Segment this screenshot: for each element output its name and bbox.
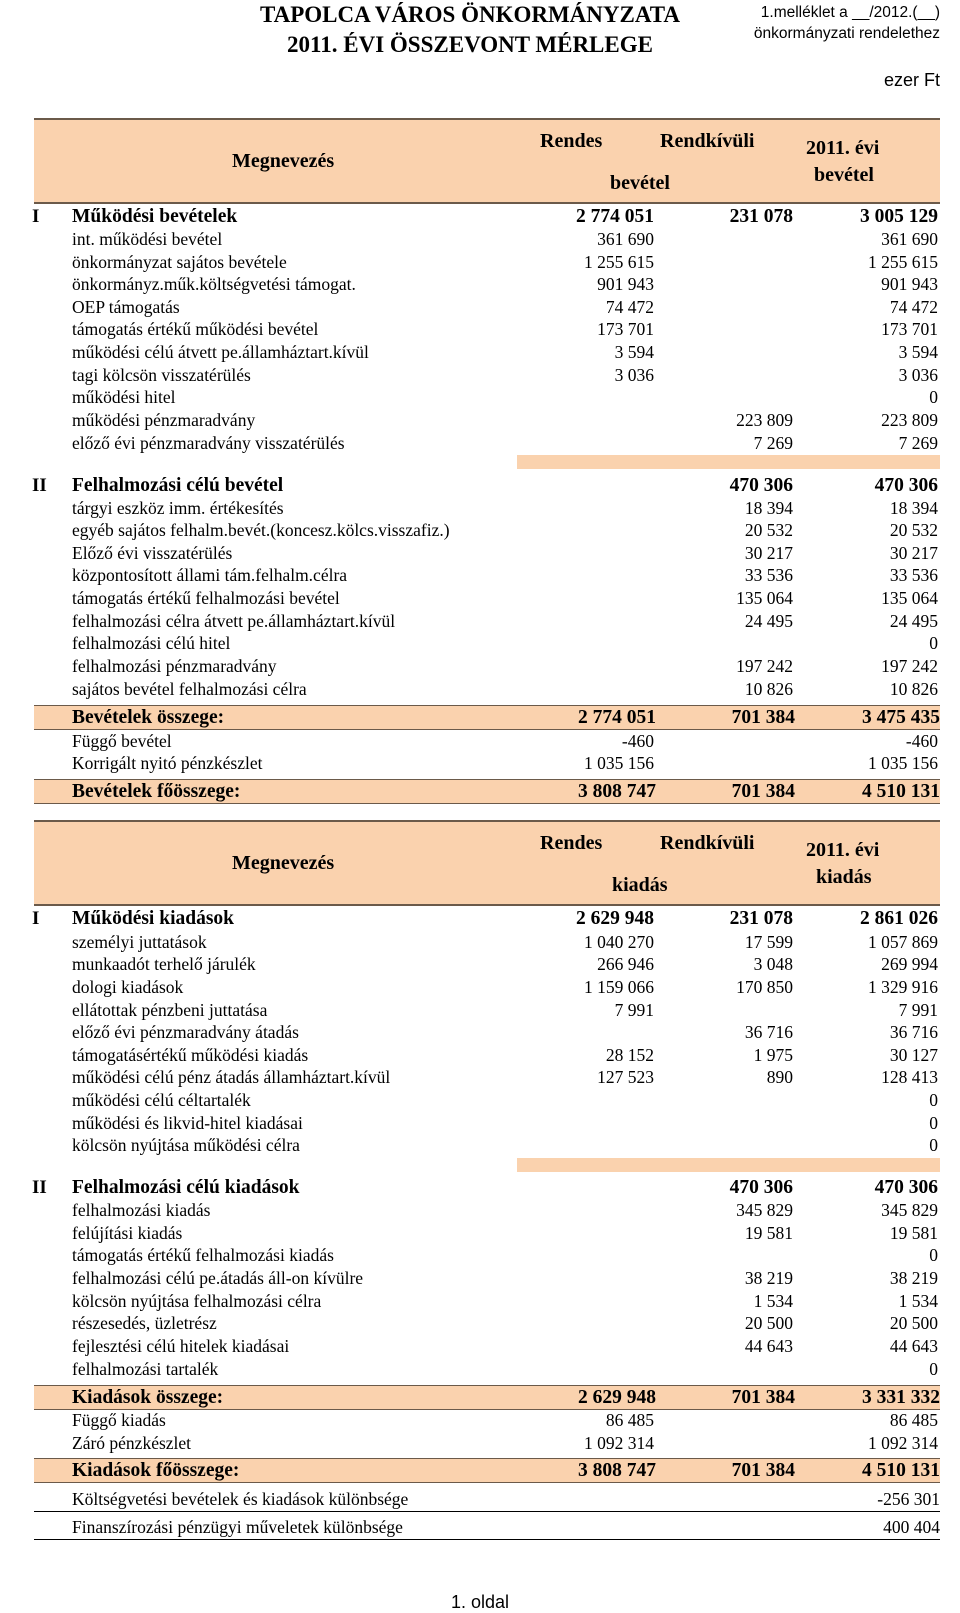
extra-value: 3 048: [753, 954, 793, 974]
row-label: int. működési bevétel: [72, 229, 223, 249]
total-value: 0: [929, 387, 938, 407]
row-label: munkaadót terhelő járulék: [72, 954, 256, 974]
regular-value: 361 690: [597, 229, 654, 249]
extra-value: 701 384: [731, 1460, 795, 1481]
total-value: 30 217: [889, 543, 938, 563]
total-value: 0: [929, 1135, 938, 1155]
extra-value: 30 217: [744, 543, 793, 563]
row-label: tárgyi eszköz imm. értékesítés: [72, 498, 284, 518]
row-label: felhalmozási kiadás: [72, 1200, 211, 1220]
regular-value: 127 523: [597, 1067, 654, 1087]
extra-value: 231 078: [729, 908, 793, 929]
row-number: II: [32, 1177, 47, 1198]
row-label: központosított állami tám.felhalm.célra: [72, 565, 348, 585]
row-label: működési pénzmaradvány: [72, 410, 256, 430]
row-label: támogatás értékű felhalmozási bevétel: [72, 588, 340, 608]
row-label: támogatás értékű felhalmozási kiadás: [72, 1245, 334, 1265]
table-row: [0, 610, 960, 633]
row-label: működési célú céltartalék: [72, 1090, 251, 1110]
extra-value: 231 078: [729, 206, 793, 227]
unit-label: ezer Ft: [883, 70, 940, 90]
section-row: [0, 474, 960, 497]
total-value: 18 394: [889, 498, 938, 518]
total-value: 1 057 869: [868, 932, 938, 952]
total-value: 173 701: [881, 319, 938, 339]
header-sub-column: kiadás: [612, 874, 668, 896]
table-row: [0, 678, 960, 701]
row-label: felhalmozási tartalék: [72, 1359, 219, 1379]
table-row: [0, 752, 960, 775]
row-label: Záró pénzkészlet: [72, 1433, 192, 1453]
total-value: 361 690: [881, 229, 938, 249]
regular-value: 901 943: [597, 274, 654, 294]
row-label: felhalmozási pénzmaradvány: [72, 656, 277, 676]
total-value: 0: [929, 1113, 938, 1133]
total-value: 7 269: [898, 433, 938, 453]
total-value: 3 036: [898, 365, 938, 385]
regular-value: 74 472: [605, 297, 654, 317]
total-value: 7 991: [898, 1000, 938, 1020]
table-row: [0, 1089, 960, 1112]
extra-value: 36 716: [744, 1022, 793, 1042]
header-sub-column: bevétel: [610, 172, 670, 194]
table-row: [0, 1358, 960, 1381]
section-row: [0, 1176, 960, 1199]
total-value: 3 331 332: [862, 1387, 940, 1408]
total-value: 20 532: [889, 520, 938, 540]
total-value: -460: [905, 731, 938, 751]
total-value: 135 064: [881, 588, 938, 608]
regular-value: 28 152: [605, 1045, 654, 1065]
table-row: [0, 432, 960, 455]
summary-row: [34, 779, 940, 804]
table-row: [0, 953, 960, 976]
total-value: 3 594: [898, 342, 938, 362]
row-label: dologi kiadások: [72, 977, 184, 997]
table-row: [0, 632, 960, 655]
extra-value: 38 219: [744, 1268, 793, 1288]
total-value: 33 536: [889, 565, 938, 585]
extra-value: 18 394: [744, 498, 793, 518]
row-label: támogatásértékű működési kiadás: [72, 1045, 309, 1065]
total-value: 4 510 131: [862, 781, 940, 802]
regular-value: 2 774 051: [578, 707, 656, 728]
header-extra-column: Rendkívüli: [660, 832, 755, 854]
header-total-column-line2: kiadás: [816, 866, 872, 888]
table-row: [0, 341, 960, 364]
row-label: önkormányzat sajátos bevétele: [72, 252, 287, 272]
extra-value: 1 975: [753, 1045, 793, 1065]
extra-value: 701 384: [731, 781, 795, 802]
row-label: Felhalmozási célú bevétel: [72, 475, 284, 496]
table-row: [0, 497, 960, 520]
extra-value: 170 850: [736, 977, 793, 997]
document-title-line1: TAPOLCA VÁROS ÖNKORMÁNYZATA: [260, 2, 680, 27]
total-value: 3 005 129: [860, 206, 938, 227]
row-label: Kiadások összege:: [72, 1387, 224, 1408]
section-row: [0, 205, 960, 228]
extra-value: 701 384: [731, 1387, 795, 1408]
extra-value: 345 829: [736, 1200, 793, 1220]
regular-value: 266 946: [597, 954, 654, 974]
table-row: [0, 364, 960, 387]
table-row: [0, 999, 960, 1022]
table-row: [0, 1312, 960, 1335]
extra-value: 470 306: [729, 475, 793, 496]
total-value: 2 861 026: [860, 908, 938, 929]
table-row: [0, 1134, 960, 1157]
table-row: [0, 409, 960, 432]
extra-value: 470 306: [729, 1177, 793, 1198]
row-label: előző évi pénzmaradvány átadás: [72, 1022, 299, 1042]
total-value: 10 826: [889, 679, 938, 699]
row-label: Előző évi visszatérülés: [72, 543, 233, 563]
total-value: 345 829: [881, 1200, 938, 1220]
table-row: [0, 1222, 960, 1245]
row-label: OEP támogatás: [72, 297, 180, 317]
total-value: 1 329 916: [868, 977, 938, 997]
row-label: működési célú pénz átadás államháztart.kívül: [72, 1067, 391, 1087]
total-value: 38 219: [889, 1268, 938, 1288]
extra-value: 17 599: [744, 932, 793, 952]
regular-value: -460: [621, 731, 654, 751]
regular-value: 7 991: [614, 1000, 654, 1020]
table-row: [0, 1112, 960, 1135]
extra-value: 44 643: [744, 1336, 793, 1356]
annex-reference-subtitle: önkormányzati rendelethez: [753, 25, 940, 42]
summary-row: [34, 1458, 940, 1483]
table-row: [0, 296, 960, 319]
total-value: 1 255 615: [868, 252, 938, 272]
row-label: tagi kölcsön visszatérülés: [72, 365, 251, 385]
table-row: [0, 931, 960, 954]
row-label: működési hitel: [72, 387, 176, 407]
table-row: [0, 318, 960, 341]
total-value: 86 485: [889, 1410, 938, 1430]
row-number: I: [32, 206, 40, 227]
table-row: [0, 587, 960, 610]
regular-value: 2 629 948: [578, 1387, 656, 1408]
table-row: [0, 976, 960, 999]
extra-value: 1 534: [753, 1291, 793, 1311]
regular-value: 3 808 747: [578, 781, 656, 802]
row-label: Működési kiadások: [72, 908, 235, 929]
table-row: [0, 1066, 960, 1089]
extra-value: 197 242: [736, 656, 793, 676]
difference-label: Költségvetési bevételek és kiadások különbsége: [72, 1489, 409, 1509]
extra-value: 701 384: [731, 707, 795, 728]
table-row: [0, 1335, 960, 1358]
section-separator-strip: [517, 1158, 940, 1172]
difference-label: Finanszírozási pénzügyi műveletek különbsége: [72, 1517, 403, 1537]
document-title-line2: 2011. ÉVI ÖSSZEVONT MÉRLEGE: [287, 32, 653, 57]
row-label: Működési bevételek: [72, 206, 238, 227]
header-total-column-line1: 2011. évi: [806, 839, 880, 861]
row-label: Bevételek összege:: [72, 707, 225, 728]
row-label: felújítási kiadás: [72, 1223, 183, 1243]
total-value: 4 510 131: [862, 1460, 940, 1481]
total-value: 74 472: [889, 297, 938, 317]
header-total-column-line2: bevétel: [814, 164, 874, 186]
regular-value: 1 255 615: [584, 252, 654, 272]
table-row: [0, 1244, 960, 1267]
extra-value: 223 809: [736, 410, 793, 430]
row-label: fejlesztési célú hitelek kiadásai: [72, 1336, 290, 1356]
row-label: működési és likvid-hitel kiadásai: [72, 1113, 303, 1133]
table-row: [0, 1432, 960, 1455]
row-label: Kiadások főösszege:: [72, 1460, 240, 1481]
row-label: felhalmozási célú hitel: [72, 633, 231, 653]
section-row: [0, 907, 960, 930]
table-row: [0, 655, 960, 678]
total-value: 223 809: [881, 410, 938, 430]
total-value: 0: [929, 1090, 938, 1110]
expense-table-header: [34, 820, 940, 906]
row-label: Bevételek főösszege:: [72, 781, 241, 802]
annex-reference: 1.melléklet a __/2012.(__): [760, 4, 940, 21]
section-separator-strip: [517, 455, 940, 469]
row-label: felhalmozási célú pe.átadás áll-on kívülre: [72, 1268, 364, 1288]
header-name-column: Megnevezés: [232, 150, 335, 172]
row-label: önkormányz.műk.költségvetési támogat.: [72, 274, 356, 294]
total-value: 24 495: [889, 611, 938, 631]
row-label: felhalmozási célra átvett pe.államháztart.kívül: [72, 611, 396, 631]
total-value: 1 035 156: [868, 753, 938, 773]
table-row: [0, 564, 960, 587]
table-row: [0, 228, 960, 251]
difference-row: [34, 1516, 940, 1540]
row-label: kölcsön nyújtása működési célra: [72, 1135, 300, 1155]
extra-value: 890: [766, 1067, 793, 1087]
summary-row: [34, 705, 940, 730]
row-label: részesedés, üzletrész: [72, 1313, 217, 1333]
regular-value: 3 808 747: [578, 1460, 656, 1481]
page-number: 1. oldal: [450, 1592, 510, 1612]
row-label: előző évi pénzmaradvány visszatérülés: [72, 433, 345, 453]
regular-value: 2 629 948: [576, 908, 654, 929]
header-total-column-line1: 2011. évi: [806, 137, 880, 159]
regular-value: 86 485: [605, 1410, 654, 1430]
row-label: személyi juttatások: [72, 932, 207, 952]
row-label: Függő kiadás: [72, 1410, 166, 1430]
total-value: 470 306: [874, 475, 938, 496]
extra-value: 10 826: [744, 679, 793, 699]
total-value: 3 475 435: [862, 707, 940, 728]
total-value: 128 413: [881, 1067, 938, 1087]
row-label: sajátos bevétel felhalmozási célra: [72, 679, 307, 699]
extra-value: 33 536: [744, 565, 793, 585]
extra-value: 20 500: [744, 1313, 793, 1333]
table-row: [0, 1199, 960, 1222]
table-row: [0, 1409, 960, 1432]
header-regular-column: Rendes: [540, 832, 603, 854]
header-regular-column: Rendes: [540, 130, 603, 152]
table-row: [0, 386, 960, 409]
row-label: Felhalmozási célú kiadások: [72, 1177, 300, 1198]
difference-total: 400 404: [883, 1517, 940, 1537]
regular-value: 2 774 051: [576, 206, 654, 227]
row-number: I: [32, 908, 40, 929]
row-label: Korrigált nyitó pénzkészlet: [72, 753, 263, 773]
extra-value: 7 269: [753, 433, 793, 453]
total-value: 1 534: [898, 1291, 938, 1311]
total-value: 470 306: [874, 1177, 938, 1198]
total-value: 19 581: [889, 1223, 938, 1243]
table-row: [0, 519, 960, 542]
summary-row: [34, 1385, 940, 1410]
extra-value: 135 064: [736, 588, 793, 608]
regular-value: 1 040 270: [584, 932, 654, 952]
extra-value: 24 495: [744, 611, 793, 631]
revenue-table-header: [34, 118, 940, 204]
header-name-column: Megnevezés: [232, 852, 335, 874]
table-row: [0, 1267, 960, 1290]
row-label: Függő bevétel: [72, 731, 172, 751]
total-value: 0: [929, 633, 938, 653]
table-row: [0, 1290, 960, 1313]
regular-value: 1 159 066: [584, 977, 654, 997]
table-row: [0, 273, 960, 296]
total-value: 901 943: [881, 274, 938, 294]
row-label: ellátottak pénzbeni juttatása: [72, 1000, 268, 1020]
regular-value: 3 036: [614, 365, 654, 385]
regular-value: 173 701: [597, 319, 654, 339]
total-value: 0: [929, 1359, 938, 1379]
extra-value: 20 532: [744, 520, 793, 540]
difference-total: -256 301: [877, 1489, 940, 1509]
row-label: egyéb sajátos felhalm.bevét.(koncesz.kölcs.visszafiz.): [72, 520, 450, 540]
total-value: 20 500: [889, 1313, 938, 1333]
table-row: [0, 1044, 960, 1067]
regular-value: 1 092 314: [584, 1433, 654, 1453]
total-value: 197 242: [881, 656, 938, 676]
total-value: 44 643: [889, 1336, 938, 1356]
row-label: működési célú átvett pe.államháztart.kívül: [72, 342, 369, 362]
row-number: II: [32, 475, 47, 496]
row-label: kölcsön nyújtása felhalmozási célra: [72, 1291, 322, 1311]
total-value: 36 716: [889, 1022, 938, 1042]
header-extra-column: Rendkívüli: [660, 130, 755, 152]
regular-value: 1 035 156: [584, 753, 654, 773]
table-row: [0, 730, 960, 753]
total-value: 1 092 314: [868, 1433, 938, 1453]
table-row: [0, 1021, 960, 1044]
table-row: [0, 542, 960, 565]
table-row: [0, 251, 960, 274]
row-label: támogatás értékű működési bevétel: [72, 319, 319, 339]
total-value: 0: [929, 1245, 938, 1265]
regular-value: 3 594: [614, 342, 654, 362]
total-value: 269 994: [881, 954, 938, 974]
difference-row: [34, 1488, 940, 1512]
total-value: 30 127: [889, 1045, 938, 1065]
extra-value: 19 581: [744, 1223, 793, 1243]
